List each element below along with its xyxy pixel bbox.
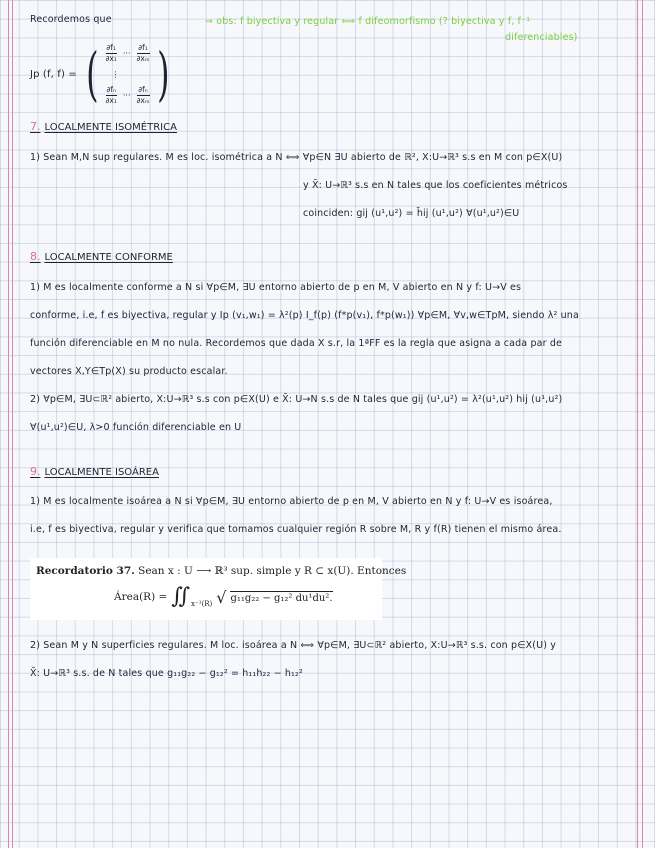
- section-7-heading: [30, 120, 177, 133]
- section-8-heading: [30, 250, 173, 263]
- matrix-row-1: [106, 44, 150, 62]
- green-note-line-2: diferenciables): [505, 32, 578, 43]
- right-paren: ): [156, 40, 170, 108]
- section-8-line-6: ∀(u¹,u²)∈U, λ>0 función diferenciable en U: [30, 422, 242, 433]
- right-margin-line: [637, 0, 638, 848]
- matrix-row-vdots: [106, 70, 150, 79]
- matrix-dots-2: ···: [122, 90, 131, 100]
- matrix-entry-11: $\frac{\text{∂f₁}}{\text{∂x₁}}$: [105, 43, 117, 63]
- left-paren: (: [85, 40, 99, 108]
- recordatorio-label: Recordatorio 37.: [36, 565, 135, 577]
- integral-symbol: ∬: [171, 584, 191, 609]
- matrix-vdots: ⋮: [111, 69, 120, 79]
- section-7-line-2: y X̄: U→ℝ³ s.s en N tales que los coeficientes métricos: [303, 180, 568, 191]
- integral-domain: x⁻¹(R): [191, 600, 213, 608]
- section-8-line-2: conforme, i.e, f es biyectiva, regular y Ip (v₁,w₁) = λ²(p) I_f(p) (f*p(v₁), f*p(w₁)) ∀p∈M, ∀v,w∈TpM, siendo λ² una: [30, 310, 579, 321]
- recordatorio-text: Sean x : U ⟶ ℝ³ sup. simple y R ⊂ x(U). Entonces: [138, 565, 407, 577]
- section-9-line-2: i.e, f es biyectiva, regular y verifica que tomamos cualquier región R sobre M, R y f(R) tienen el mismo área.: [30, 524, 562, 535]
- jacobian-matrix: [30, 40, 174, 108]
- left-margin-line-inner: [12, 0, 13, 848]
- matrix-body: [104, 44, 152, 104]
- matrix-dots: ···: [122, 48, 131, 58]
- section-9-line-3: 2) Sean M y N superficies regulares. M loc. isoárea a N ⟺ ∀p∈M, ∃U⊂ℝ² abierto, X:U→ℝ³ s.s. con p∈X(U) y: [30, 640, 557, 651]
- area-formula: [114, 586, 333, 608]
- section-7-line-1: 1) Sean M,N sup regulares. M es loc. isométrica a N ⟺ ∀p∈N ∃U abierto de ℝ², X:U→ℝ³ s.s en M con p∈X(U): [30, 152, 563, 163]
- matrix-entry-21: $\frac{\text{∂fₙ}}{\text{∂x₁}}$: [105, 85, 117, 105]
- section-8-line-1: 1) M es localmente conforme a N si ∀p∈M, ∃U entorno abierto de p en M, V abierto en N y f: U→V es: [30, 282, 522, 293]
- section-7-line-3: coinciden: gij (u¹,u²) = h̄ij (u¹,u²) ∀(u¹,u²)∈U: [303, 208, 520, 219]
- sqrt-icon: √: [216, 587, 227, 607]
- section-9-number: 9.: [30, 465, 41, 478]
- section-8-number: 8.: [30, 250, 41, 263]
- green-note-line-1: ⇒ obs: f biyectiva y regular ⟺ f difeomorfismo (? biyectiva y f, f⁻¹: [205, 16, 531, 27]
- recordemos-text: Recordemos que: [30, 14, 112, 25]
- section-9-line-4: X̄: U→ℝ³ s.s. de N tales que g₁₁g₂₂ − g₁₂² = h₁₁h₂₂ − h₁₂²: [30, 668, 303, 679]
- area-integrand: g₁₁g₂₂ − g₁₂² du¹du².: [230, 592, 333, 604]
- left-margin-line: [8, 0, 9, 848]
- section-9-title: LOCALMENTE ISOÁREA: [44, 467, 159, 478]
- matrix-entry-12: $\frac{\text{∂f₁}}{\text{∂xₘ}}$: [136, 43, 150, 63]
- right-margin-line-outer: [642, 0, 643, 848]
- matrix-row-2: [106, 86, 150, 104]
- section-7-title: LOCALMENTE ISOMÉTRICA: [44, 122, 177, 133]
- section-8-line-3: función diferenciable en M no nula. Recordemos que dada X s.r, la 1ªFF es la regla que asigna a cada par de: [30, 338, 562, 349]
- matrix-entry-22: $\frac{\text{∂fₙ}}{\text{∂xₘ}}$: [136, 85, 150, 105]
- section-7-number: 7.: [30, 120, 41, 133]
- section-8-line-4: vectores X,Y∈Tp(X) su producto escalar.: [30, 366, 228, 377]
- section-8-line-5: 2) ∀p∈M, ∃U⊂ℝ² abierto, X:U→ℝ³ s.s con p∈X(U) e X̄: U→N s.s de N tales que gij (u¹,u²) = λ²(u¹,u²) hij (u¹,u²): [30, 394, 563, 405]
- section-9-line-1: 1) M es localmente isoárea a N si ∀p∈M, ∃U entorno abierto de p en M, V abierto en N y f: U→V es isoárea,: [30, 496, 553, 507]
- recordatorio-statement: [36, 565, 406, 577]
- section-9-heading: [30, 465, 159, 478]
- recordatorio-box: [30, 558, 407, 620]
- jacobian-label: Jp (f, f) =: [30, 68, 77, 80]
- area-lhs: Área(R) =: [114, 591, 168, 603]
- section-8-title: LOCALMENTE CONFORME: [44, 252, 173, 263]
